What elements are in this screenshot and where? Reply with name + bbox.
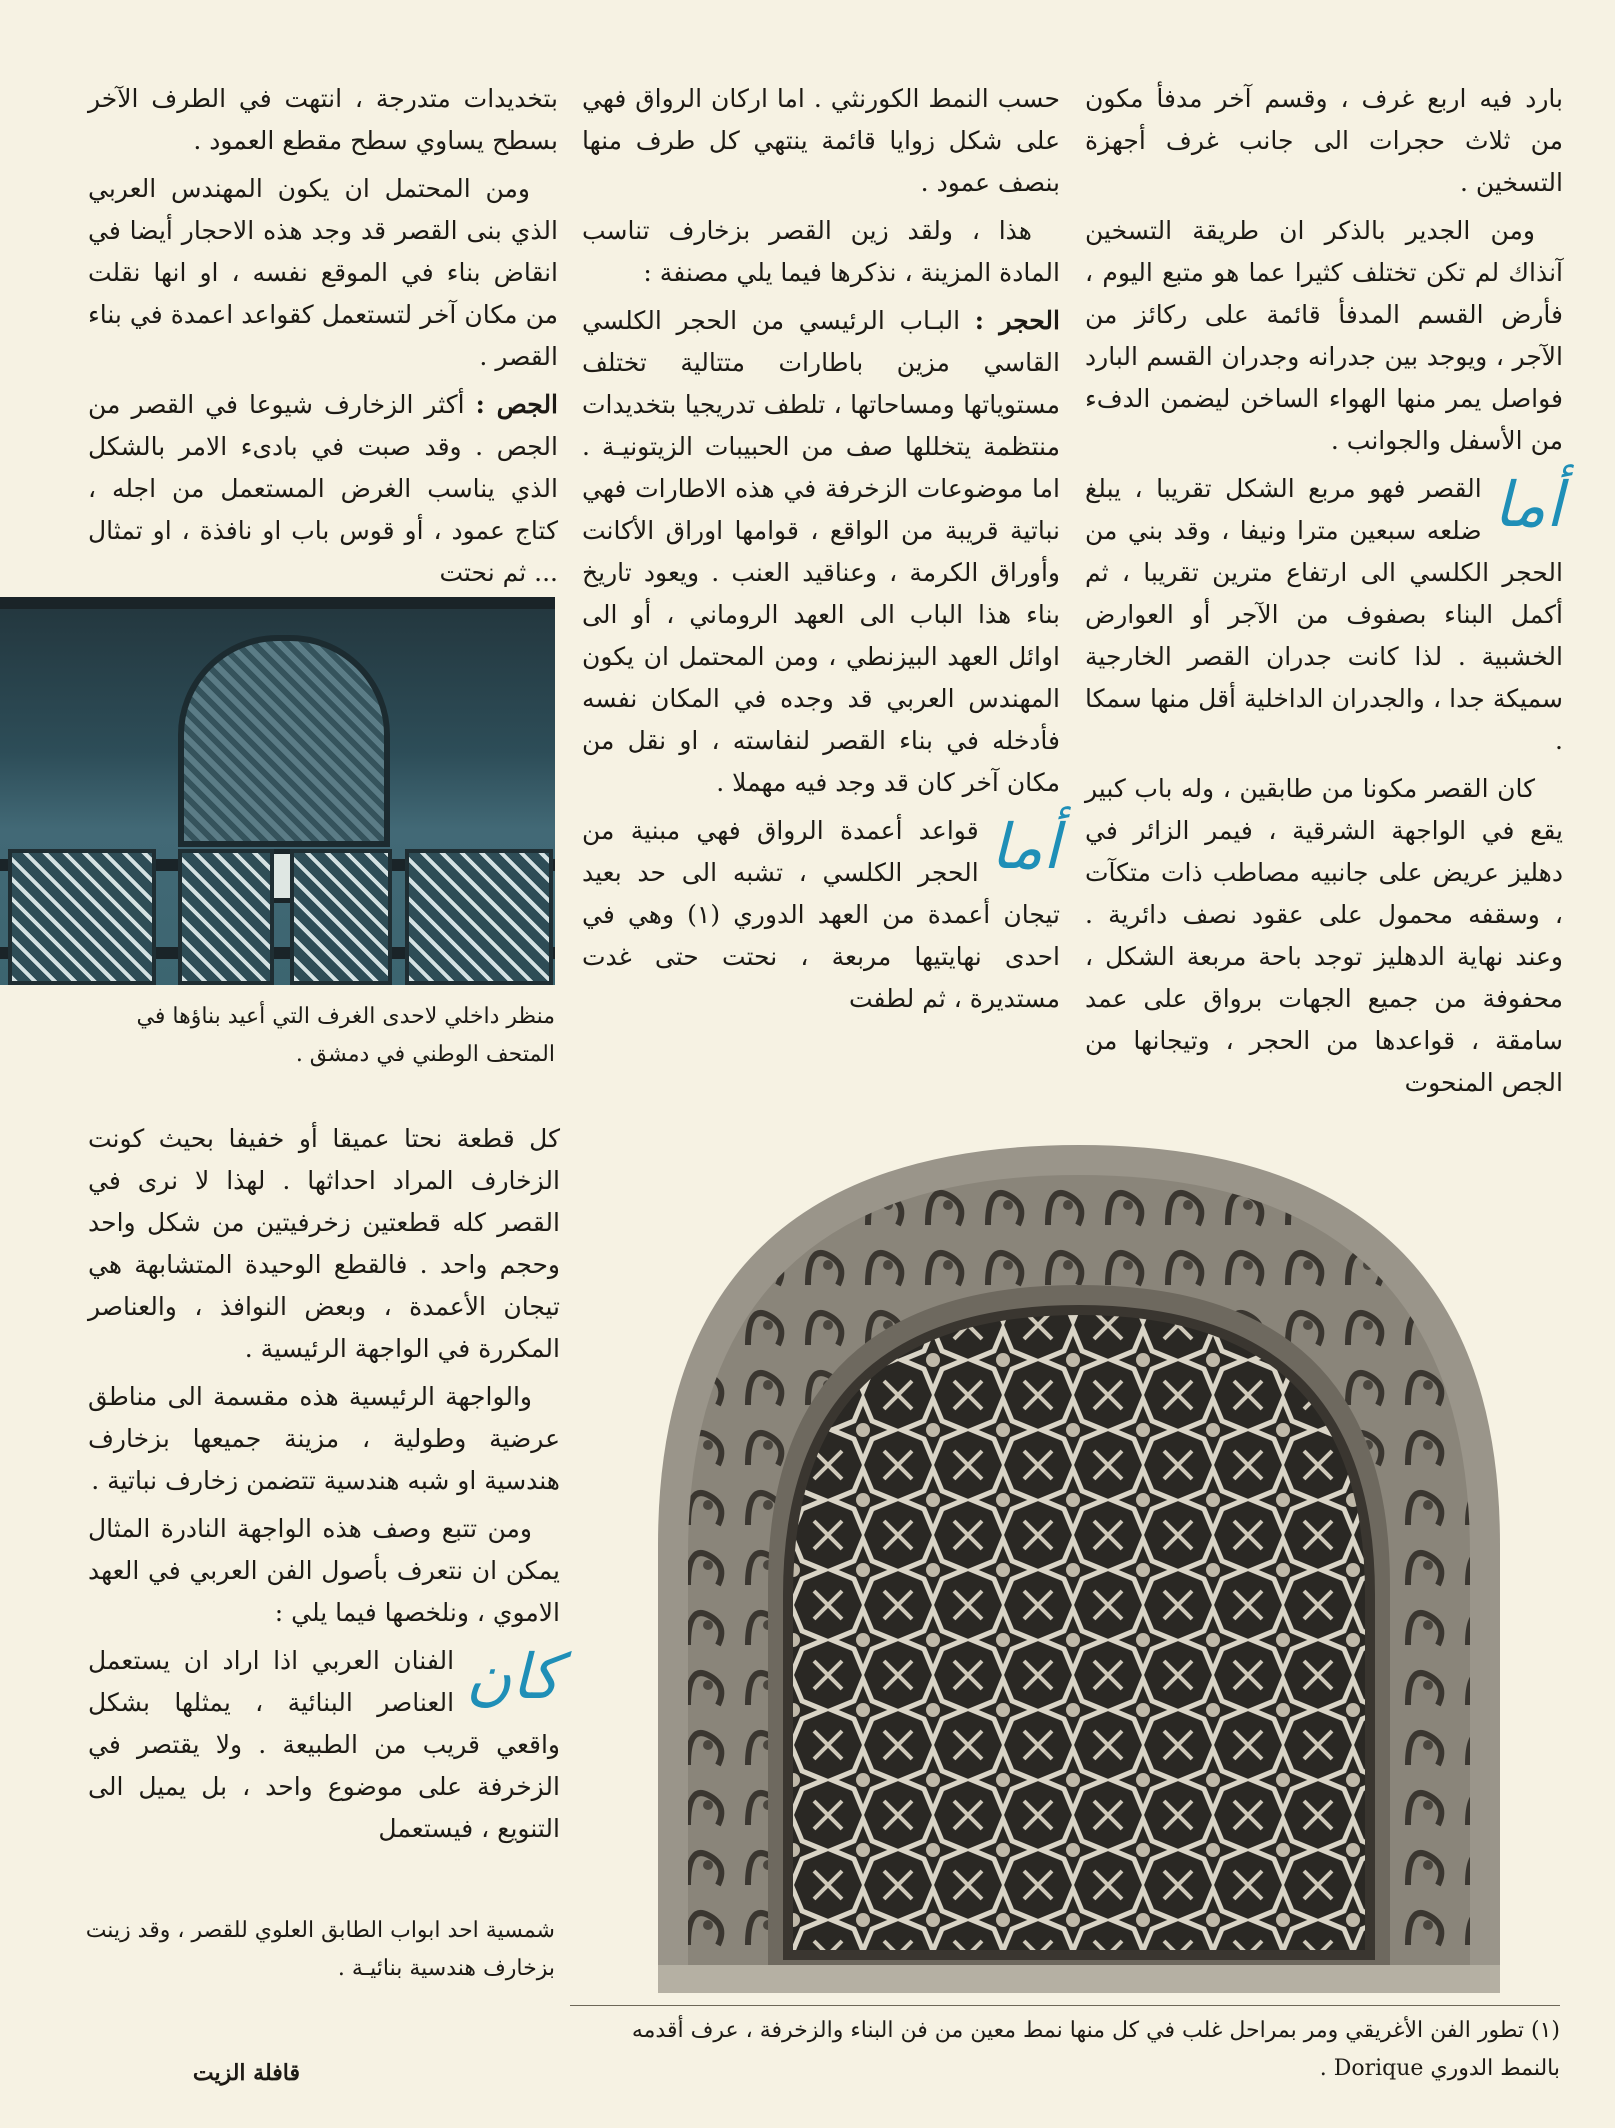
footnote: (١) تطور الفن الأغريقي ومر بمراحل غلب في كل منها نمط معين من فن البناء والزخرفة ، عرف أقدمه بالنمط الدوري Dorique . [631, 2018, 1560, 2081]
column-left-lower [88, 1118, 560, 1856]
column-middle [582, 78, 1060, 1026]
section-term-stone: الحجر : [974, 306, 1060, 335]
column-left [88, 78, 558, 600]
window-photo-caption: شمسية احد ابواب الطابق العلوي للقصر ، وقد زينت بزخارف هندسية بنائيـة . [85, 1918, 555, 1981]
paragraph-with-dropcap [1085, 468, 1563, 762]
paragraph: ومن الجدير بالذكر ان طريقة التسخين آنذاك لم تكن تختلف كثيرا عما هو متبع اليوم ، فأرض القسم المدفأ قائمة على ركائز من الآجر ، ويوجد بين جدرانه وجدران القسم البارد فواصل يمر منها الهواء الساخن ليضمن الدفء من الأسفل والجوانب . [1085, 216, 1563, 455]
magazine-name: قافلة الزيت [192, 2060, 300, 2086]
paragraph: كل قطعة نحتا عميقا أو خفيفا بحيث كونت الزخارف المراد احداثها . لهذا لا نرى في القصر كله قطعتين زخرفيتين من شكل واحد وحجم واحد . فالقطع الوحيدة المتشابهة هي تيجان الأعمدة ، وبعض النوافذ ، والعناصر المكررة في الواجهة الرئيسية . [88, 1124, 560, 1363]
photo-panel [8, 849, 156, 985]
paragraph-text: أكثر الزخارف شيوعا في القصر من الجص . وقد صبت في بادىء الامر بالشكل الذي يناسب الغرض المستعمل من اجله ، كتاج عمود ، أو قوس باب او نافذة ، او تمثال ... ثم نحتت [88, 390, 558, 587]
paragraph-stone [582, 300, 1060, 804]
photo-band [0, 597, 555, 609]
window-grille-photo [618, 1115, 1540, 1993]
paragraph: ومن تتبع وصف هذه الواجهة النادرة المثال يمكن ان نتعرف بأصول الفن العربي في العهد الاموي ، ونلخصها فيما يلي : [88, 1514, 560, 1627]
paragraph: والواجهة الرئيسية هذه مقسمة الى مناطق عرضية وطولية ، مزينة جميعها بزخارف هندسية او شبه هندسية تتضمن زخارف نباتية . [88, 1382, 560, 1495]
paragraph: كان القصر مكونا من طابقين ، وله باب كبير يقع في الواجهة الشرقية ، فيمر الزائر في دهليز عريض على جانبيه مصاطب ذات متكآت ، وسقفه محمول على عقود نصف دائرية . وعند نهاية الدهليز توجد باحة مربعة الشكل ، محفوفة من جميع الجهات برواق على عمد سامقة ، قواعدها من الحجر ، وتيجانها من الجص المنحوت [1085, 774, 1563, 1097]
window-grille-drawing [618, 1115, 1540, 1993]
footnote-rule [570, 2005, 1560, 2006]
room-photo-caption: منظر داخلي لاحدى الغرف التي أعيد بناؤها في المتحف الوطني في دمشق . [136, 1004, 555, 1067]
paragraph-text: القصر فهو مربع الشكل تقريبا ، يبلغ ضلعه سبعين مترا ونيفا ، وقد بني من الحجر الكلسي الى ارتفاع مترين تقريبا ، ثم أكمل البناء بصفوف من الآجر أو العوارض الخشبية . لذا كانت جدران القصر الخارجية سميكة جدا ، والجدران الداخلية أقل منها سمكا . [1085, 474, 1563, 755]
paragraph: بتخديدات متدرجة ، انتهت في الطرف الآخر بسطح يساوي سطح مقطع العمود . [88, 84, 558, 155]
photo-arch-window [178, 635, 390, 847]
paragraph-text: الفنان العربي اذا اراد ان يستعمل العناصر البنائية ، يمثلها بشكل واقعي قريب من الطبيعة . ولا يقتصر في الزخرفة على موضوع واحد ، بل يميل الى التنويع ، فيستعمل [88, 1646, 560, 1843]
paragraph: ومن المحتمل ان يكون المهندس العربي الذي بنى القصر قد وجد هذه الاحجار أيضا في انقاض بناء في الموقع نفسه ، او انها نقلت من مكان آخر لتستعمل كقواعد اعمدة في بناء القصر . [88, 174, 558, 371]
photo-panel [405, 849, 553, 985]
paragraph: هذا ، ولقد زين القصر بزخارف تناسب المادة المزينة ، نذكرها فيما يلي مصنفة : [582, 216, 1060, 287]
paragraph-text: البـاب الرئيسي من الحجر الكلسي القاسي مزين باطارات متتالية تختلف مستوياتها ومساحاتها ، تلطف تدريجيا بتخديدات منتظمة يتخللها صف من الحبيبات الزيتونيـة . اما موضوعات الزخرفة في هذه الاطارات فهي نباتية قريبة من الواقع ، قوامها اوراق الأكانت وأوراق الكرمة ، وعناقيد العنب . ويعود تاريخ بناء هذا الباب الى العهد الروماني ، أو الى اوائل العهد البيزنطي ، ومن المحتمل ان يكون المهندس العربي قد وجده في المكان نفسه فأدخله في بناء القصر لنفاسته ، او نقل من مكان آخر كان قد وجد فيه مهملا . [582, 306, 1060, 797]
column-right [1085, 78, 1563, 1110]
paragraph: بارد فيه اربع غرف ، وقسم آخر مدفأ مكون من ثلاث حجرات الى جانب غرف أجهزة التسخين . [1085, 84, 1563, 197]
dropcap: أما [1493, 468, 1563, 541]
dropcap: أما [990, 810, 1060, 883]
paragraph-with-dropcap [582, 810, 1060, 1020]
paragraph-text: قواعد أعمدة الرواق فهي مبنية من الحجر الكلسي ، تشبه الى حد بعيد تيجان أعمدة من العهد الدوري (١) وهي في احدى نهايتيها مربعة ، نحتت حتى غدت مستديرة ، ثم لطفت [582, 816, 1061, 1013]
photo-panel [290, 849, 392, 985]
paragraph: حسب النمط الكورنثي . اما اركان الرواق فهي على شكل زوايا قائمة ينتهي كل طرف منها بنصف عمود . [582, 84, 1060, 197]
section-term-plaster: الجص : [475, 390, 559, 419]
photo-panel [178, 849, 274, 985]
dropcap: كان [466, 1640, 560, 1713]
paragraph-plaster [88, 384, 558, 594]
paragraph-with-dropcap [88, 1640, 560, 1850]
room-photo [0, 597, 555, 985]
